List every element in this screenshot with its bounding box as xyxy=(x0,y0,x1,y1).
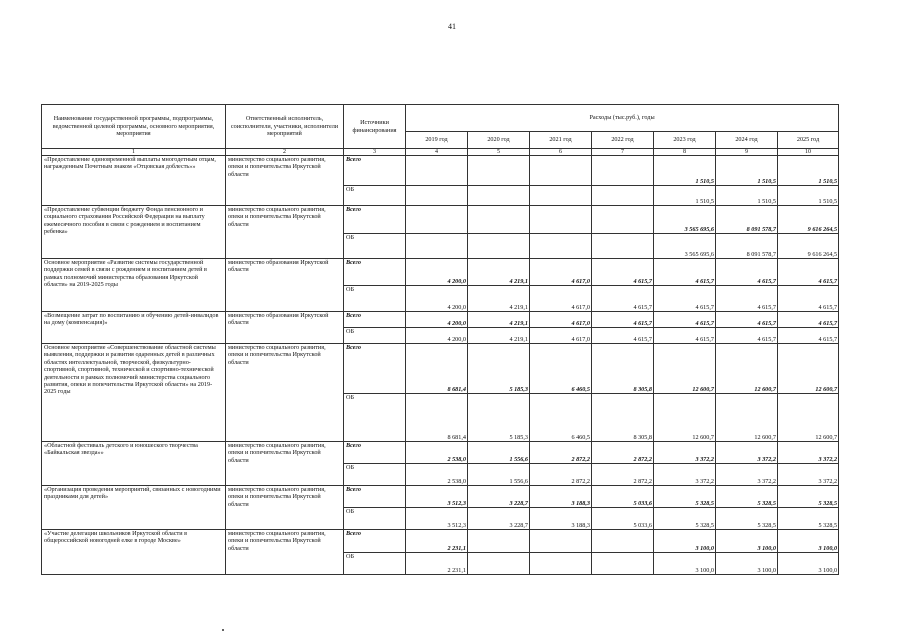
total-value: 3 100,0 xyxy=(654,530,716,553)
table-row xyxy=(42,312,839,328)
ob-value: 3 228,7 xyxy=(468,508,530,530)
source-ob: ОБ xyxy=(344,234,406,259)
header-year: 2024 год xyxy=(716,132,778,149)
total-value: 1 510,5 xyxy=(778,156,839,186)
total-value: 4 617,0 xyxy=(530,312,592,328)
ob-value: 5 328,5 xyxy=(778,508,839,530)
total-value: 4 200,0 xyxy=(406,259,468,286)
column-index: 4 xyxy=(406,149,468,156)
executor: министерство социального развития, опеки и попечительства Иркутской области xyxy=(226,530,344,575)
total-value: 1 510,5 xyxy=(654,156,716,186)
ob-value: 8 091 578,7 xyxy=(716,234,778,259)
ob-value xyxy=(592,234,654,259)
header-executor: Ответственный исполнитель, соисполнители, участники, исполнители мероприятий xyxy=(226,105,344,149)
source-total: Всего xyxy=(344,259,406,286)
source-total: Всего xyxy=(344,530,406,553)
total-value xyxy=(406,156,468,186)
ob-value xyxy=(530,553,592,575)
header-expenses: Расходы (тыс.руб.), годы xyxy=(406,105,839,132)
column-index: 6 xyxy=(530,149,592,156)
header-year: 2019 год xyxy=(406,132,468,149)
source-ob: ОБ xyxy=(344,553,406,575)
ob-value: 8 681,4 xyxy=(406,394,468,442)
measure-name: «Участие делегации школьников Иркутской области в общероссийской новогодней елке в городе Москве» xyxy=(42,530,226,575)
total-value xyxy=(468,206,530,234)
total-value xyxy=(530,206,592,234)
ob-value: 4 615,7 xyxy=(654,286,716,312)
table-row xyxy=(42,156,839,186)
executor: министерство образования Иркутской области xyxy=(226,312,344,344)
total-value: 5 328,5 xyxy=(716,486,778,508)
table-row xyxy=(42,442,839,464)
measure-name: Основное мероприятие «Развитие системы государственной поддержки семей в связи с рождением и воспитанием детей в рамках полномочий министерства образования Иркутской области» на 2019-2025 годы xyxy=(42,259,226,312)
total-value: 3 188,3 xyxy=(530,486,592,508)
executor: министерство социального развития, опеки и попечительства Иркутской области xyxy=(226,156,344,206)
total-value: 9 616 264,5 xyxy=(778,206,839,234)
ob-value: 4 615,7 xyxy=(716,286,778,312)
total-value: 4 615,7 xyxy=(654,312,716,328)
ob-value: 12 600,7 xyxy=(716,394,778,442)
total-value: 4 615,7 xyxy=(778,259,839,286)
ob-value: 2 872,2 xyxy=(592,464,654,486)
total-value: 4 219,1 xyxy=(468,259,530,286)
ob-value: 2 538,0 xyxy=(406,464,468,486)
source-total: Всего xyxy=(344,442,406,464)
total-value: 4 219,1 xyxy=(468,312,530,328)
ob-value xyxy=(468,553,530,575)
ob-value xyxy=(592,186,654,206)
table-row xyxy=(42,344,839,394)
ob-value: 9 616 264,5 xyxy=(778,234,839,259)
measure-name: «Предоставление субвенции бюджету Фонда пенсионного и социального страхования Российской Федерации на выплату ежемесячного пособия в связи с рождением и воспитанием ребенка» xyxy=(42,206,226,259)
measure-name: Основное мероприятие «Совершенствование областной системы выявления, поддержки и развития одаренных детей в различных областях интеллектуальной, творческой, физкультурно-спортивной, спортивной, технической и спортивно-технической деятельности в рамках полномочий министерства социального развития, опеки и попечительства Иркутской области» на 2019-2025 годы xyxy=(42,344,226,442)
total-value: 2 231,1 xyxy=(406,530,468,553)
source-ob: ОБ xyxy=(344,186,406,206)
total-value: 3 512,3 xyxy=(406,486,468,508)
ob-value xyxy=(406,234,468,259)
ob-value: 4 219,1 xyxy=(468,328,530,344)
ob-value: 3 188,3 xyxy=(530,508,592,530)
total-value: 4 617,0 xyxy=(530,259,592,286)
ob-value xyxy=(468,234,530,259)
total-value: 2 538,0 xyxy=(406,442,468,464)
header-year: 2020 год xyxy=(468,132,530,149)
total-value: 3 100,0 xyxy=(716,530,778,553)
source-total: Всего xyxy=(344,486,406,508)
total-value: 4 615,7 xyxy=(716,312,778,328)
source-ob: ОБ xyxy=(344,286,406,312)
header-year: 2023 год xyxy=(654,132,716,149)
column-index: 9 xyxy=(716,149,778,156)
table-row xyxy=(42,530,839,553)
expenses-table xyxy=(41,104,839,575)
ob-value xyxy=(530,234,592,259)
column-index: 3 xyxy=(344,149,406,156)
column-index: 8 xyxy=(654,149,716,156)
total-value: 5 328,5 xyxy=(654,486,716,508)
ob-value: 4 200,0 xyxy=(406,286,468,312)
total-value: 5 033,6 xyxy=(592,486,654,508)
measure-name: «Областной фестиваль детского и юношеского творчества «Байкальская звезда»» xyxy=(42,442,226,486)
ob-value: 5 328,5 xyxy=(654,508,716,530)
measure-name: «Организация проведения мероприятий, связанных с новогодними праздниками для детей» xyxy=(42,486,226,530)
column-index: 2 xyxy=(226,149,344,156)
total-value: 5 185,3 xyxy=(468,344,530,394)
ob-value: 3 372,2 xyxy=(654,464,716,486)
source-ob: ОБ xyxy=(344,508,406,530)
ob-value: 4 615,7 xyxy=(716,328,778,344)
executor: министерство социального развития, опеки и попечительства Иркутской области xyxy=(226,486,344,530)
header-year: 2025 год xyxy=(778,132,839,149)
column-index: 10 xyxy=(778,149,839,156)
total-value: 6 460,5 xyxy=(530,344,592,394)
ob-value: 8 305,8 xyxy=(592,394,654,442)
table-row xyxy=(42,259,839,286)
total-value: 12 600,7 xyxy=(716,344,778,394)
total-value: 5 328,5 xyxy=(778,486,839,508)
ob-value xyxy=(530,186,592,206)
executor: министерство социального развития, опеки и попечительства Иркутской области xyxy=(226,206,344,259)
ob-value xyxy=(406,186,468,206)
measure-name: «Предоставление единовременной выплаты многодетным отцам, награжденным Почетным знаком «Отцовская доблесть»» xyxy=(42,156,226,206)
source-total: Всего xyxy=(344,206,406,234)
total-value: 3 372,2 xyxy=(716,442,778,464)
total-value xyxy=(530,530,592,553)
executor: министерство социального развития, опеки и попечительства Иркутской области xyxy=(226,344,344,442)
total-value xyxy=(592,206,654,234)
total-value xyxy=(592,530,654,553)
ob-value: 4 617,0 xyxy=(530,286,592,312)
total-value xyxy=(468,530,530,553)
total-value: 2 872,2 xyxy=(592,442,654,464)
ob-value: 1 556,6 xyxy=(468,464,530,486)
ob-value: 4 615,7 xyxy=(592,286,654,312)
total-value: 4 615,7 xyxy=(592,312,654,328)
ob-value: 3 565 695,6 xyxy=(654,234,716,259)
source-total: Всего xyxy=(344,344,406,394)
page-number: 41 xyxy=(448,22,456,31)
ob-value xyxy=(468,186,530,206)
total-value: 3 372,2 xyxy=(778,442,839,464)
ob-value: 1 510,5 xyxy=(654,186,716,206)
ob-value: 3 100,0 xyxy=(716,553,778,575)
ob-value: 5 328,5 xyxy=(716,508,778,530)
ob-value: 3 512,3 xyxy=(406,508,468,530)
measure-name: «Возмещение затрат по воспитанию и обучению детей-инвалидов на дому (компенсация)» xyxy=(42,312,226,344)
ob-value: 4 615,7 xyxy=(778,328,839,344)
table-row xyxy=(42,486,839,508)
ob-value: 3 100,0 xyxy=(654,553,716,575)
ob-value: 4 617,0 xyxy=(530,328,592,344)
total-value: 4 200,0 xyxy=(406,312,468,328)
header-year: 2022 год xyxy=(592,132,654,149)
ob-value: 2 872,2 xyxy=(530,464,592,486)
column-index: 5 xyxy=(468,149,530,156)
total-value: 1 510,5 xyxy=(716,156,778,186)
scan-mark xyxy=(222,629,224,631)
ob-value: 4 615,7 xyxy=(654,328,716,344)
ob-value: 4 615,7 xyxy=(778,286,839,312)
source-total: Всего xyxy=(344,156,406,186)
source-total: Всего xyxy=(344,312,406,328)
executor: министерство образования Иркутской области xyxy=(226,259,344,312)
ob-value: 12 600,7 xyxy=(654,394,716,442)
total-value xyxy=(592,156,654,186)
ob-value: 12 600,7 xyxy=(778,394,839,442)
total-value: 8 681,4 xyxy=(406,344,468,394)
total-value xyxy=(406,206,468,234)
total-value: 4 615,7 xyxy=(716,259,778,286)
table-row xyxy=(42,206,839,234)
total-value xyxy=(530,156,592,186)
total-value: 3 228,7 xyxy=(468,486,530,508)
total-value: 8 091 578,7 xyxy=(716,206,778,234)
ob-value: 1 510,5 xyxy=(778,186,839,206)
ob-value: 1 510,5 xyxy=(716,186,778,206)
ob-value: 3 372,2 xyxy=(778,464,839,486)
ob-value: 5 033,6 xyxy=(592,508,654,530)
source-ob: ОБ xyxy=(344,328,406,344)
ob-value: 3 100,0 xyxy=(778,553,839,575)
ob-value: 3 372,2 xyxy=(716,464,778,486)
total-value: 12 600,7 xyxy=(654,344,716,394)
header-name: Наименование государственной программы, подпрограммы, ведомственной целевой программы, основного мероприятия, мероприятия xyxy=(42,105,226,149)
total-value: 3 100,0 xyxy=(778,530,839,553)
column-index: 7 xyxy=(592,149,654,156)
ob-value: 4 615,7 xyxy=(592,328,654,344)
header-source: Источники финансирования xyxy=(344,105,406,149)
ob-value: 4 219,1 xyxy=(468,286,530,312)
total-value: 2 872,2 xyxy=(530,442,592,464)
total-value: 1 556,6 xyxy=(468,442,530,464)
total-value: 4 615,7 xyxy=(654,259,716,286)
ob-value: 6 460,5 xyxy=(530,394,592,442)
total-value: 12 600,7 xyxy=(778,344,839,394)
ob-value: 2 231,1 xyxy=(406,553,468,575)
ob-value: 4 200,0 xyxy=(406,328,468,344)
executor: министерство социального развития, опеки и попечительства Иркутской области xyxy=(226,442,344,486)
column-index: 1 xyxy=(42,149,226,156)
total-value xyxy=(468,156,530,186)
header-year: 2021 год xyxy=(530,132,592,149)
ob-value xyxy=(592,553,654,575)
ob-value: 5 185,3 xyxy=(468,394,530,442)
total-value: 4 615,7 xyxy=(592,259,654,286)
total-value: 3 565 695,6 xyxy=(654,206,716,234)
total-value: 3 372,2 xyxy=(654,442,716,464)
total-value: 8 305,8 xyxy=(592,344,654,394)
total-value: 4 615,7 xyxy=(778,312,839,328)
source-ob: ОБ xyxy=(344,394,406,442)
source-ob: ОБ xyxy=(344,464,406,486)
